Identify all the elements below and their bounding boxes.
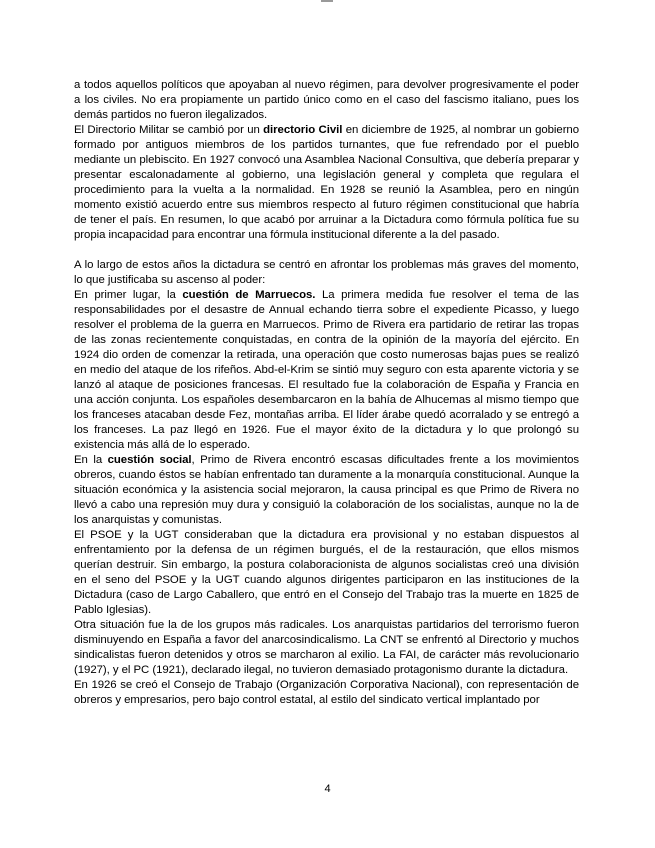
bold-term-directorio-civil: directorio Civil	[263, 124, 343, 136]
paragraph-text: , Primo de Rivera encontró escasas dificultades frente a los movimientos obreros, cuando éstos se habían enfrentado tan duramente a la monarquía constitucional. Aunque la situación económica y la asistencia social mejoraron, la causa principal es que Primo de Rivera no llevó a cabo una represión muy dura y consiguió la colaboración de los socialistas, aunque no la de los anarquistas y comunistas.	[74, 454, 580, 526]
bold-term-cuestion-marruecos: cuestión de Marruecos.	[182, 289, 316, 301]
paragraph-8	[74, 678, 579, 708]
paragraph-text: En la	[74, 454, 108, 466]
paragraph-7	[74, 618, 579, 678]
paragraph-text: En primer lugar, la	[74, 289, 183, 301]
paragraph-text: A lo largo de estos años la dictadura se centró en afrontar los problemas más graves del momento, lo que justificaba su ascenso al poder:	[74, 259, 579, 286]
paragraph-5	[74, 453, 579, 528]
paragraph-text: en diciembre de 1925, al nombrar un gobierno formado por antiguos miembros de los partidos turnantes, que fue refrendado por el pueblo mediante un plebiscito. En 1927 convocó una Asamblea Nacional Consultiva, que debería preparar y presentar escalonadamente al gobierno, una legislación general y completa que regulara el procedimiento para la vuelta a la normalidad. En 1928 se reunió la Asamblea, pero en ningún momento existió acuerdo entre sus miembros respecto al futuro régimen constitucional que habría de tener el país. En resumen, lo que acabó por arruinar a la Dictadura como fórmula política fue su propia incapacidad para encontrar una fórmula institucional diferente a la del pasado.	[74, 124, 580, 241]
paragraph-text: La primera medida fue resolver el tema de las responsabilidades por el desastre de Annual echando tierra sobre el expediente Picasso, y luego resolver el problema de la guerra en Marruecos. Primo de Rivera era partidario de retirar las tropas de las zonas recientemente conquistadas, en contra de la opinión de la mayoría del ejército. En 1924 dio orden de comenzar la retirada, una operación que costo numerosas bajas pues se realizó en medio del ataque de los rifeños. Abd-el-Krim se sintió muy seguro con esta aparente victoria y se lanzó al ataque de posiciones francesas. El resultado fue la colaboración de España y Francia en una acción conjunta. Los españoles desembarcaron en la bahía de Alhucemas al mismo tiempo que los franceses atacaban desde Fez, montañas arriba. El líder árabe quedó acorralado y se entregó a los franceses. La paz llegó en 1926. Fue el mayor éxito de la dictadura y lo que prolongó su existencia más allá de lo esperado.	[74, 289, 579, 451]
paragraph-4	[74, 288, 579, 453]
paragraph-text: a todos aquellos políticos que apoyaban al nuevo régimen, para devolver progresivamente el poder a los civiles. No era propiamente un partido único como en el caso del fascismo italiano, pues los demás partidos no fueron ilegalizados.	[74, 79, 579, 121]
paragraph-text: El PSOE y la UGT consideraban que la dictadura era provisional y no estaban dispuestos al enfrentamiento por la defensa de un régimen burgués, el de la restauración, que ellos mismos querían destruir. Sin embargo, la postura colaboracionista de algunos socialistas creó una división en el seno del PSOE y la UGT cuando algunos dirigentes participaron en las instituciones de la Dictadura (caso de Largo Caballero, que entró en el Consejo del Trabajo tras la muerte en 1825 de Pablo Iglesias).	[74, 529, 579, 616]
paragraph-spacer	[74, 243, 579, 258]
page-number: 4	[324, 783, 331, 795]
paragraph-text: El Directorio Militar se cambió por un	[74, 124, 264, 136]
paragraph-text: En 1926 se creó el Consejo de Trabajo (Organización Corporativa Nacional), con representación de obreros y empresarios, pero bajo control estatal, al estilo del sindicato vertical implantado por	[74, 679, 579, 706]
bold-term-cuestion-social: cuestión social	[107, 454, 192, 466]
paragraph-2	[74, 123, 579, 243]
paragraph-3	[74, 258, 579, 288]
page-top-mark	[321, 0, 333, 2]
document-body	[74, 78, 579, 708]
paragraph-1	[74, 78, 579, 123]
paragraph-text: Otra situación fue la de los grupos más radicales. Los anarquistas partidarios del terrorismo fueron disminuyendo en España a favor del anarcosindicalismo. La CNT se enfrentó al Directorio y muchos sindicalistas fueron detenidos y otros se marcharon al exilio. La FAI, de carácter más revolucionario (1927), y el PC (1921), declarado ilegal, no tuvieron demasiado protagonismo durante la dictadura.	[74, 619, 579, 676]
paragraph-6	[74, 528, 579, 618]
